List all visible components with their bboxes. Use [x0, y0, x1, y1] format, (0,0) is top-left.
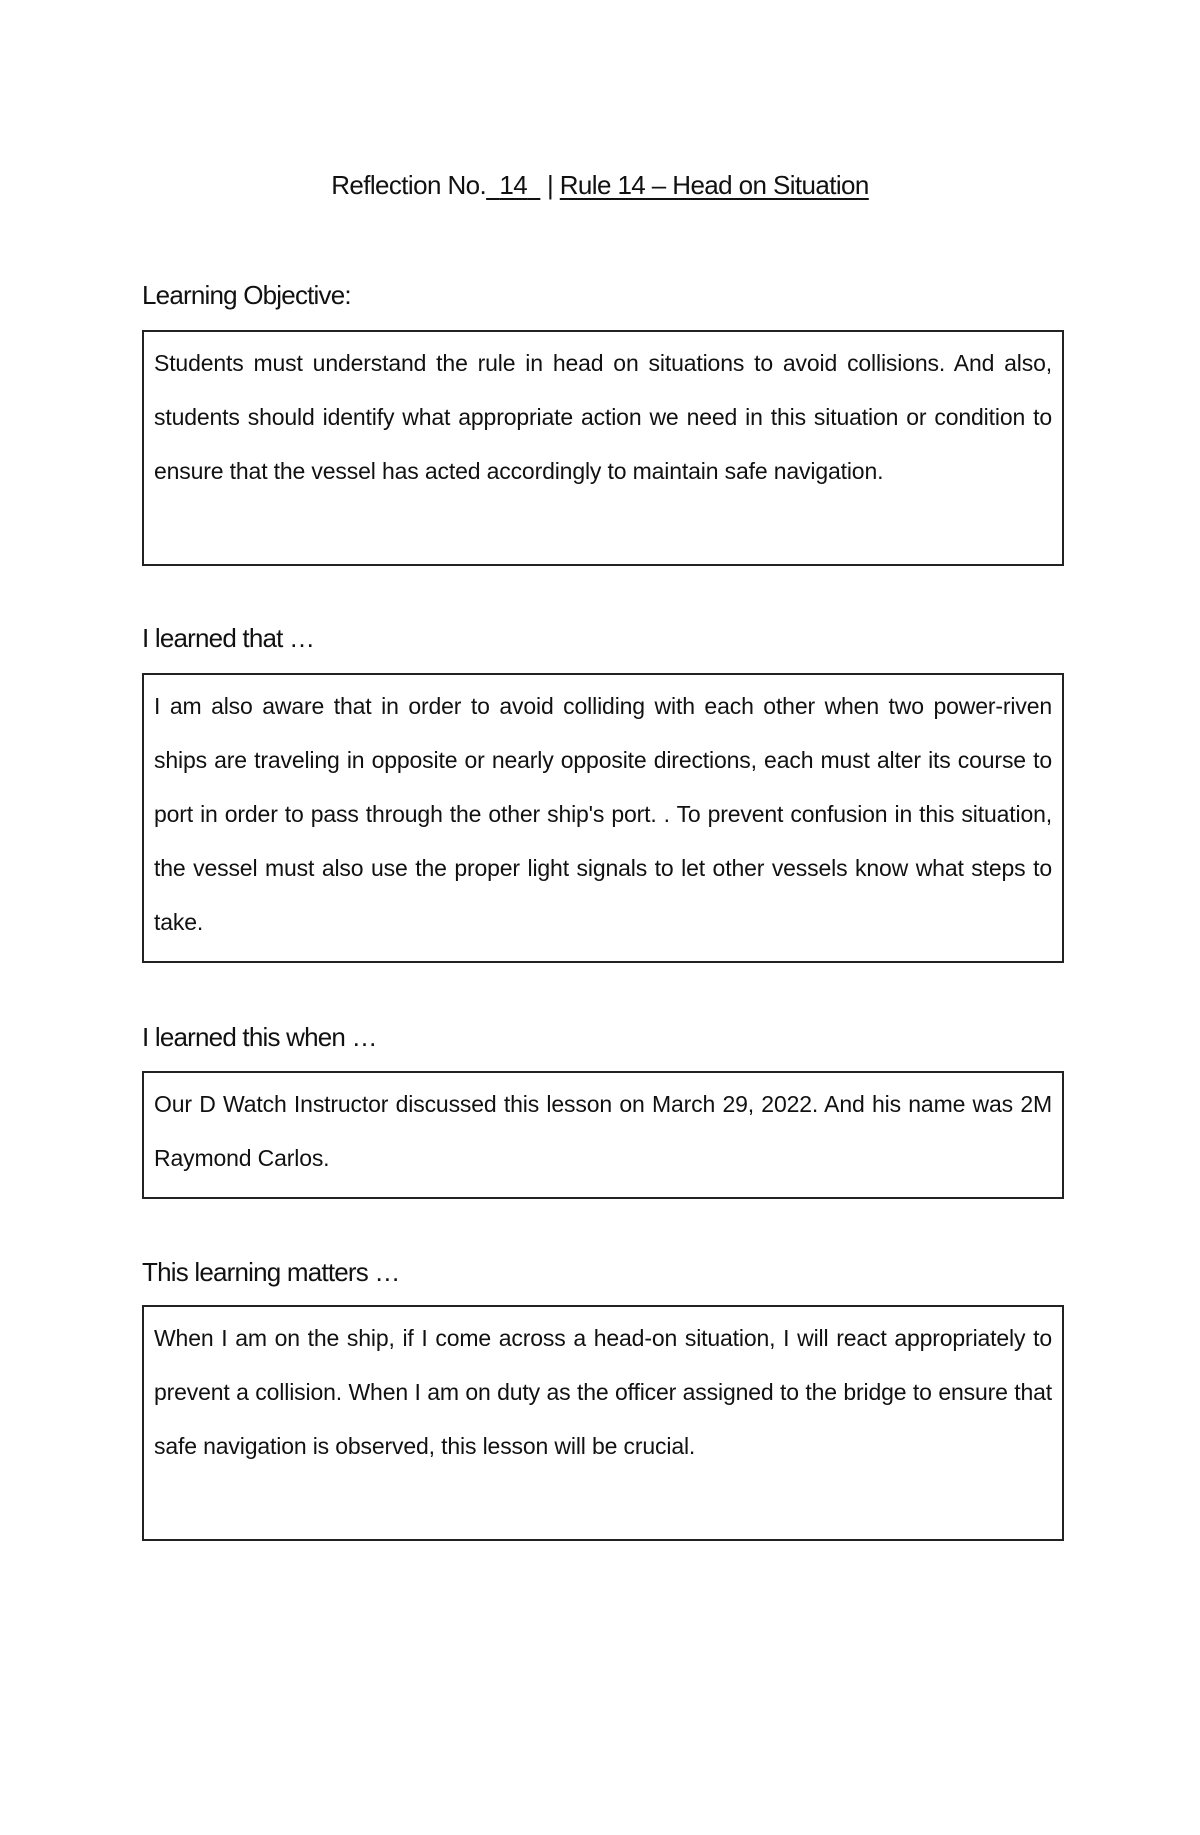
- learning-matters-box: [142, 1305, 1064, 1541]
- learning-objective-text: Students must understand the rule in head on situations to avoid collisions. And also, students should identify what appropriate action we need in this situation or condition to ensure that the vessel has acted accordingly to maintain safe navigation.: [154, 350, 1052, 484]
- learned-when-heading: I learned this when …: [142, 1022, 377, 1052]
- reflection-number-field: [486, 170, 540, 201]
- learned-when-box: [142, 1071, 1064, 1199]
- learning-matters-heading: This learning matters …: [142, 1257, 400, 1287]
- learned-when-text: Our D Watch Instructor discussed this lesson on March 29, 2022. And his name was 2M Raymond Carlos.: [154, 1091, 1052, 1171]
- rule-title: Rule 14 – Head on Situation: [559, 170, 869, 200]
- title-prefix: Reflection No.: [331, 170, 487, 200]
- learned-that-box: [142, 673, 1064, 963]
- learning-objective-heading: Learning Objective:: [142, 280, 351, 310]
- reflection-number: 14: [499, 170, 528, 200]
- learning-matters-text: When I am on the ship, if I come across a head-on situation, I will react appropriately to prevent a collision. When I am on duty as the officer assigned to the bridge to ensure that safe navigation is observed, this lesson will be crucial.: [154, 1325, 1052, 1459]
- reflection-title: [0, 170, 1200, 201]
- learning-objective-box: [142, 330, 1064, 566]
- title-separator: |: [546, 170, 554, 200]
- learned-that-heading: I learned that …: [142, 623, 315, 653]
- learned-that-text: I am also aware that in order to avoid colliding with each other when two power-riven ships are traveling in opposite or nearly opposite directions, each must alter its course to port in order to pass through the other ship's port. . To prevent confusion in this situation, the vessel must also use the proper light signals to let other vessels know what steps to take.: [154, 693, 1052, 935]
